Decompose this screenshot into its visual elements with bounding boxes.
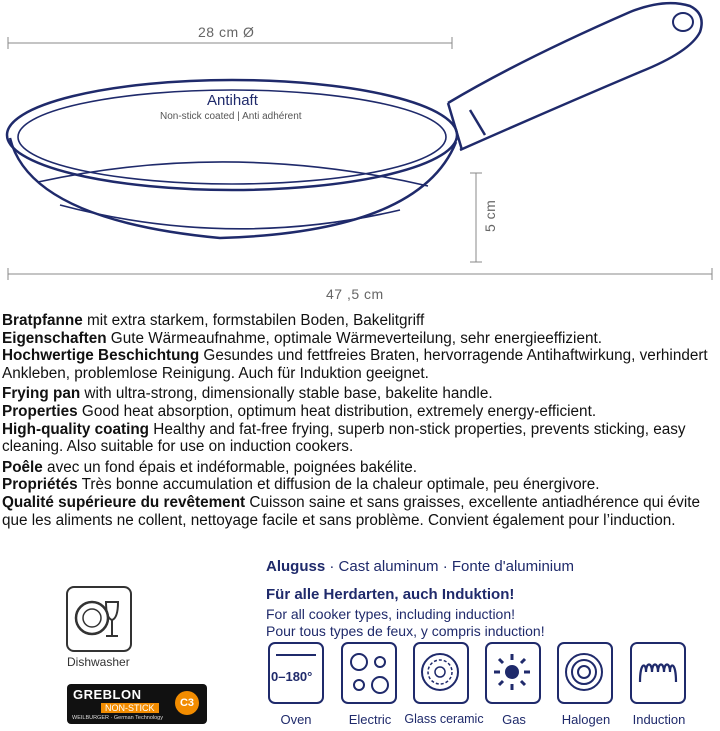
fr-line-2: Propriétés Très bonne accumulation et diffusion de la chaleur optimale, peu énergivore. — [2, 476, 600, 494]
glass-ceramic-label: Glass ceramic — [404, 712, 484, 726]
pan-outline — [7, 3, 702, 238]
halogen-icon — [557, 642, 613, 704]
diameter-label: 28 cm Ø — [198, 24, 255, 40]
greblon-logo — [67, 684, 207, 724]
cooker-fr: Pour tous types de feux, y compris induction! — [266, 623, 545, 639]
pan-diagram — [0, 0, 720, 310]
dishwasher-icon — [66, 586, 132, 652]
antihaft-subtitle: Non-stick coated | Anti adhérent — [160, 111, 302, 122]
greblon-grade: C3 — [175, 691, 199, 715]
antihaft-title: Antihaft — [207, 92, 258, 109]
en-line-2: Properties Good heat absorption, optimum heat distribution, extremely energy-efficient. — [2, 402, 597, 420]
en-line-3: High-quality coating Healthy and fat-free frying, superb non-stick properties, prevents sticking, easy cleaning. Also suitable for use on induction cookers. — [2, 420, 686, 456]
gas-icon — [485, 642, 541, 704]
greblon-sub: NON-STICK — [101, 703, 159, 713]
description-block — [2, 312, 717, 529]
induction-icon — [630, 642, 686, 704]
height-line — [470, 173, 482, 262]
halogen-label: Halogen — [561, 712, 611, 727]
electric-icon — [341, 642, 397, 704]
cooker-en: For all cooker types, including induction! — [266, 606, 516, 622]
oven-icon — [268, 642, 324, 704]
electric-label: Electric — [348, 712, 392, 727]
cooker-de: Für alle Herdarten, auch Induktion! — [266, 586, 515, 603]
dishwasher-label: Dishwasher — [67, 655, 130, 669]
de-line-1: Bratpfanne mit extra starkem, formstabilen Boden, Bakelitgriff — [2, 312, 425, 329]
en-line-1: Frying pan with ultra-strong, dimensionally stable base, bakelite handle. — [2, 385, 493, 403]
length-line — [8, 268, 712, 280]
induction-label: Induction — [632, 712, 686, 727]
gas-label: Gas — [502, 712, 526, 727]
de-line-3: Hochwertige Beschichtung Gesundes und fettfreies Braten, hervorragende Antihaftwirkung, verhindert Ankleben, problemlose Reinigung. Auch für Induktion geeignet. — [2, 347, 708, 382]
oven-temp: 0–180° — [271, 669, 313, 684]
oven-label: Oven — [280, 712, 312, 727]
height-label: 5 cm — [482, 199, 498, 232]
de-line-2: Eigenschaften Gute Wärmeaufnahme, optimale Wärmeverteilung, sehr energieeffizient. — [2, 329, 602, 347]
material-line: Aluguss · Cast aluminum · Fonte d'aluminium — [266, 558, 574, 575]
fr-line-3: Qualité supérieure du revêtement Cuisson saine et sans graisses, excellente antiadhérence qui évite que les aliments ne collent, nettoyage facile et sans problème. Convient également pour l’induction. — [2, 493, 701, 529]
greblon-brand: GREBLON — [73, 687, 142, 702]
greblon-footer: WEILBURGER · German Technology — [72, 715, 163, 721]
length-label: 47 ,5 cm — [326, 286, 384, 302]
fr-line-1: Poêle avec un fond épais et indéformable, poignées bakélite. — [2, 458, 417, 476]
glass-ceramic-icon — [413, 642, 469, 704]
